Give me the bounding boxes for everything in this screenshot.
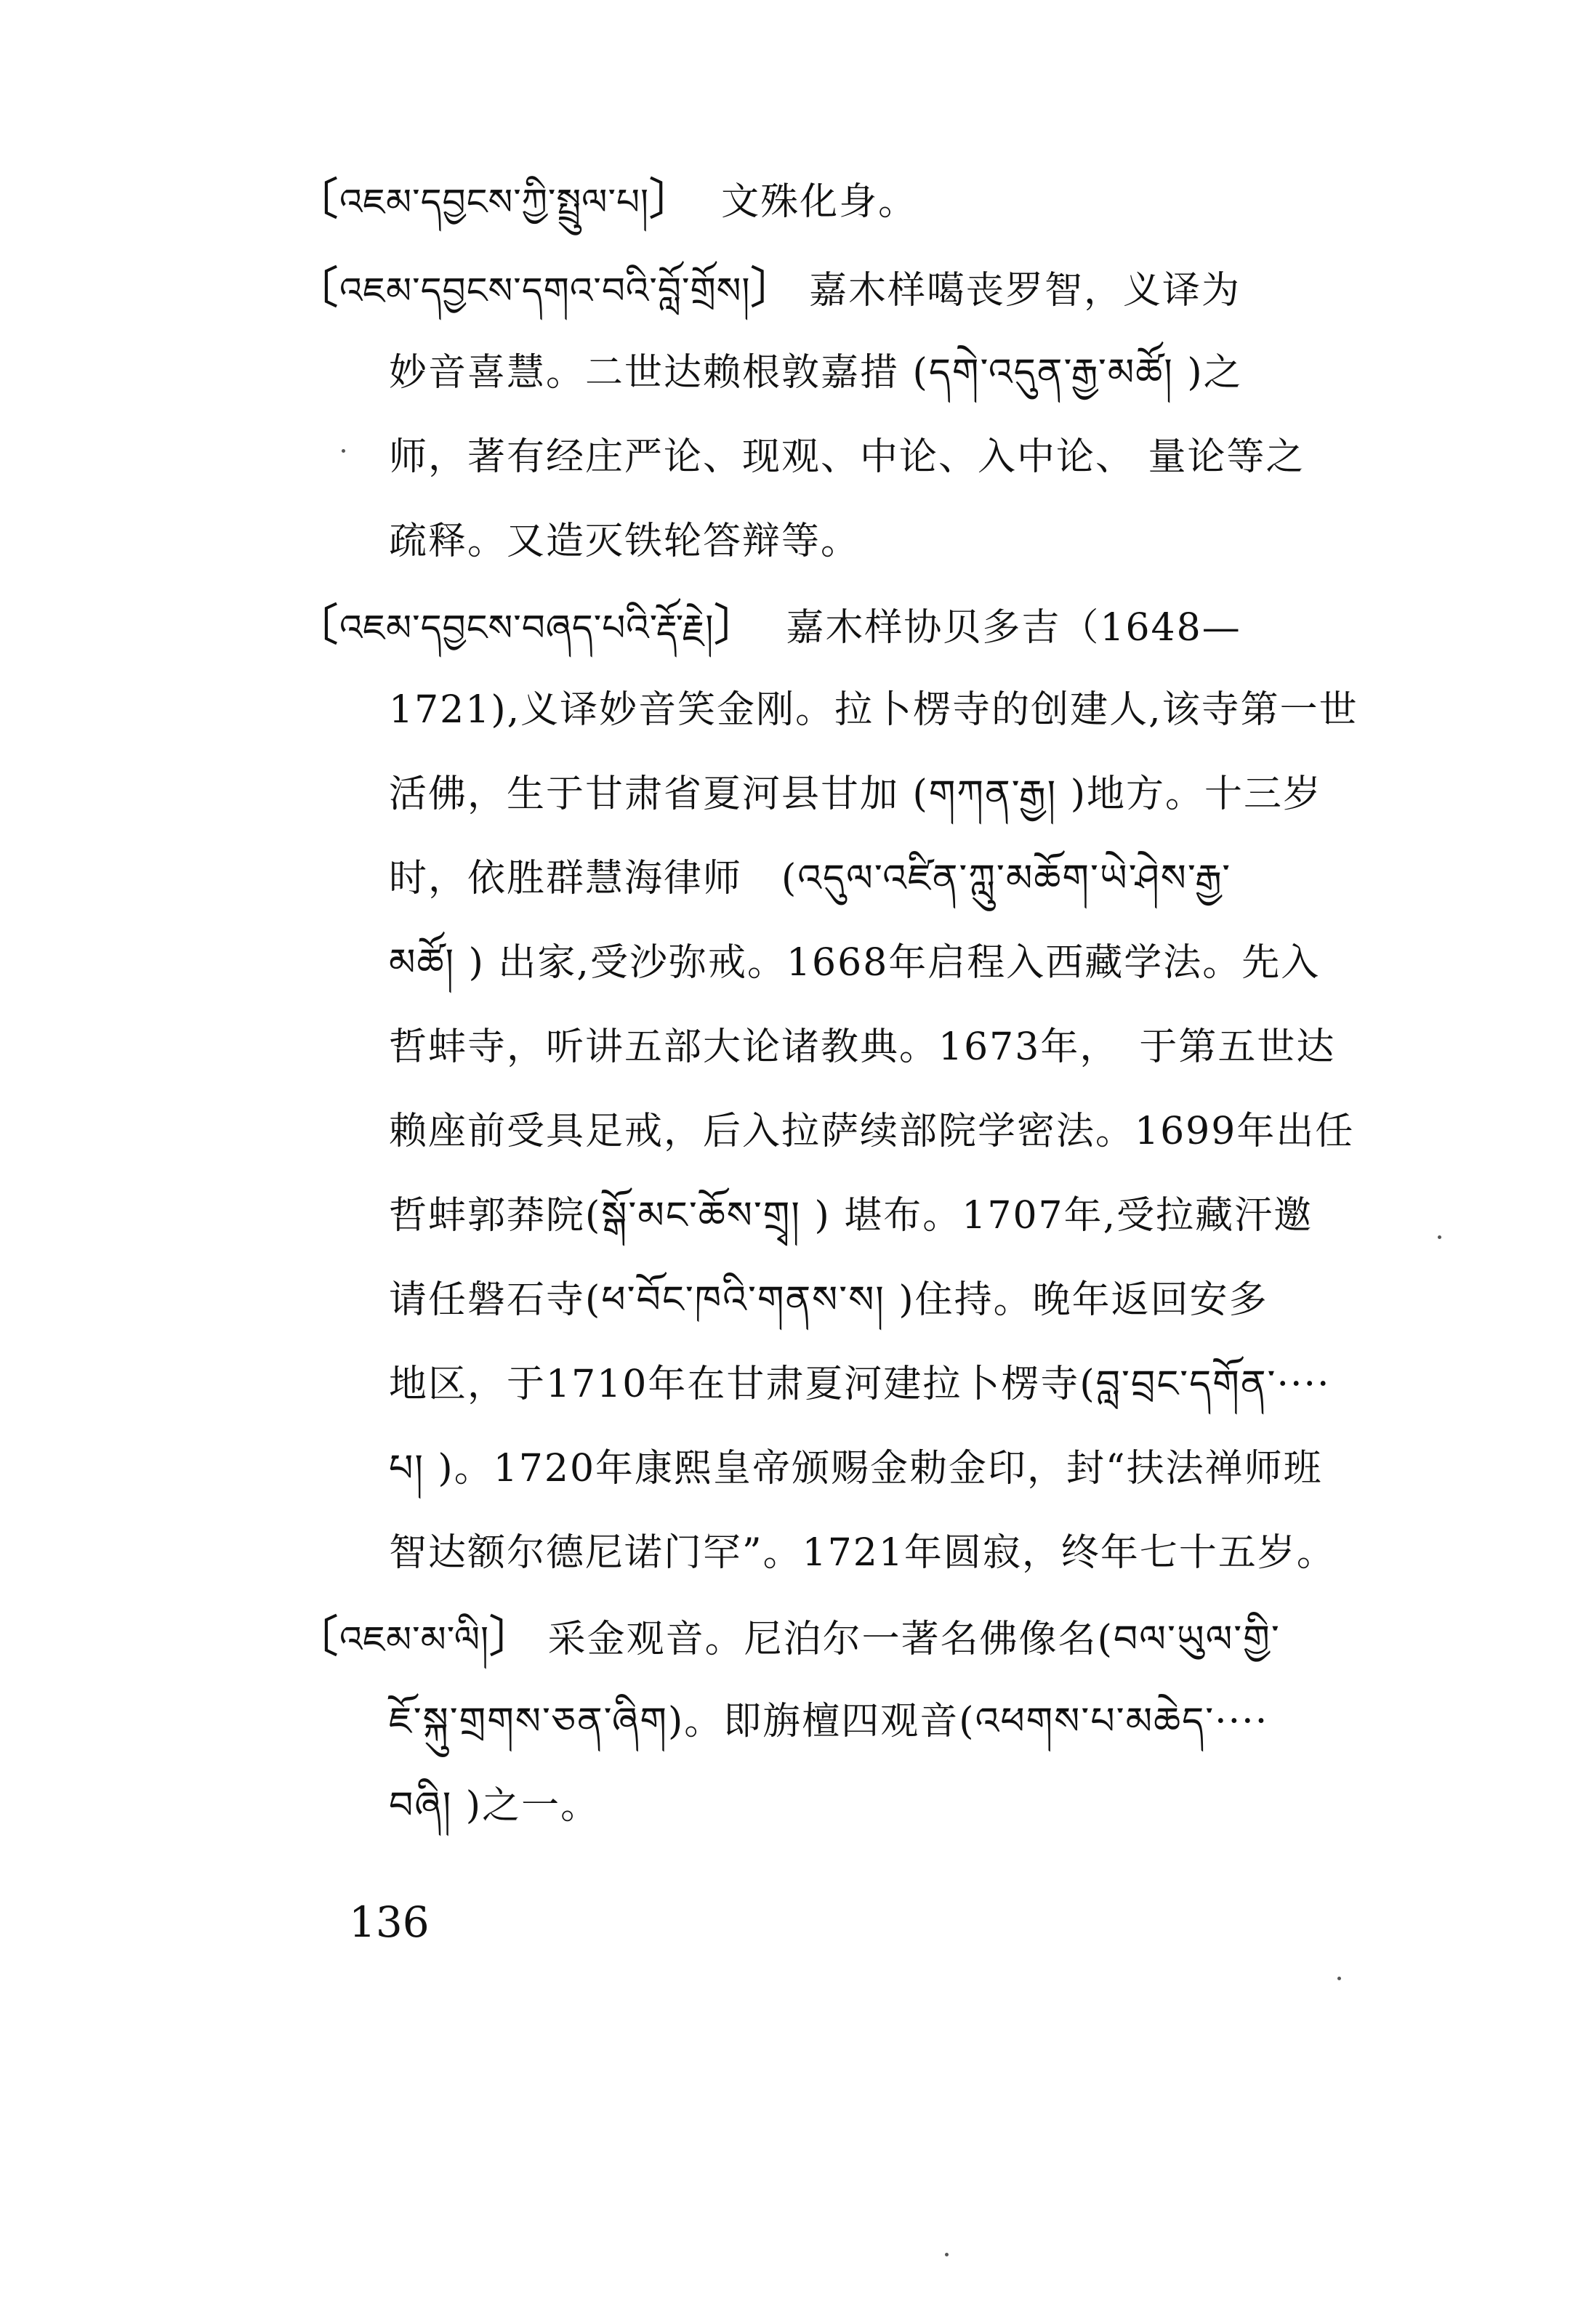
- entry-definition: 嘉木样协贝多吉（1648—: [786, 606, 1241, 650]
- entry-text-line: 请任磐石寺(ཕ་བོང་ཁའི་གནས་ས། )住持。晚年返回安多: [389, 1278, 1268, 1322]
- entry-definition: 嘉木样噶丧罗智，义译为: [809, 269, 1241, 312]
- entry-text-line: 妙音喜慧。二世达赖根敦嘉措 (དགེ་འདུན་རྒྱ་མཚོ། )之: [389, 351, 1243, 395]
- entry-text-line: 地区，于1710年在甘肃夏河建拉卜楞寺(བླ་བྲང་དགོན་····: [389, 1363, 1331, 1406]
- entry-text-line: 哲蚌郭莽院(སྒོ་མང་ཆོས་གྲྭ། ) 堪布。1707年,受拉藏汗邀: [389, 1194, 1313, 1238]
- entry-headword-line: [294, 1612, 1281, 1665]
- close-bracket: 〕: [750, 263, 796, 314]
- entry-definition: 文殊化身。: [721, 180, 918, 224]
- entry-headword-line: [294, 263, 1241, 316]
- entry-headword-line: [294, 174, 917, 227]
- entry-text-line: 赖座前受具足戒，后入拉萨续部院学密法。1699年出任: [389, 1110, 1355, 1153]
- entry-tibetan-term: འཇམ་དབྱངས་བཞད་པའི་རྡོ་རྗེ།: [339, 607, 714, 649]
- entry-text-line: བཞི། )之一。: [389, 1784, 600, 1828]
- scan-speck: [342, 449, 345, 453]
- entry-text-line: 哲蚌寺，听讲五部大论诸教典。1673年， 于第五世达: [389, 1025, 1336, 1069]
- close-bracket: 〕: [714, 600, 760, 651]
- entry-text-line: 疏释。又造灭铁轮答辩等。: [389, 520, 861, 563]
- entry-tibetan-term: འཇམ་མ་ལི།: [339, 1618, 490, 1661]
- open-bracket: 〔: [294, 600, 339, 651]
- entry-tibetan-term: འཇམ་དབྱངས་ཀྱི་སྤྲུལ་པ།: [339, 181, 650, 223]
- entry-text-line: 1721),义译妙音笑金刚。拉卜楞寺的创建人,该寺第一世: [389, 688, 1358, 732]
- close-bracket: 〕: [649, 174, 695, 225]
- scan-speck: [945, 2253, 949, 2256]
- scan-speck: [1438, 1235, 1441, 1239]
- scan-speck: [1337, 1977, 1341, 1980]
- entry-text-line: 时，依胜群慧海律师 (འདུལ་འཛིན་ཀླུ་མཆོག་ཡེ་ཤེས་རྒྱ་: [389, 857, 1232, 900]
- open-bracket: 〔: [294, 263, 339, 314]
- open-bracket: 〔: [294, 174, 339, 225]
- close-bracket: 〕: [489, 1612, 535, 1663]
- open-bracket: 〔: [294, 1612, 339, 1663]
- entry-definition: 采金观音。尼泊尔一著名佛像名(བལ་ཡུལ་གྱི་: [547, 1618, 1281, 1661]
- entry-text-line: 师，著有经庄严论、现观、中论、入中论、 量论等之: [389, 435, 1305, 479]
- entry-tibetan-term: འཇམ་དབྱངས་དགའ་བའི་བློ་གྲོས།: [339, 270, 751, 312]
- page-number: 136: [349, 1897, 430, 1947]
- entry-text-line: པ། )。1720年康熙皇帝颁赐金勅金印，封“扶法禅师班: [389, 1447, 1323, 1490]
- entry-text-line: མཚོ། ) 出家,受沙弥戒。1668年启程入西藏学法。先入: [389, 941, 1321, 985]
- entry-text-line: 活佛，生于甘肃省夏河县甘加 (གཀན་རྒྱ། )地方。十三岁: [389, 772, 1323, 816]
- entry-headword-line: [294, 600, 1241, 653]
- entry-text-line: 智达额尔德尼诺门罕”。1721年圆寂，终年七十五岁。: [389, 1531, 1336, 1575]
- entry-text-line: ཇོ་སྐུ་གྲགས་ཅན་ཞིག)。即旃檀四观音(འཕགས་པ་མཆེད་····: [389, 1700, 1269, 1743]
